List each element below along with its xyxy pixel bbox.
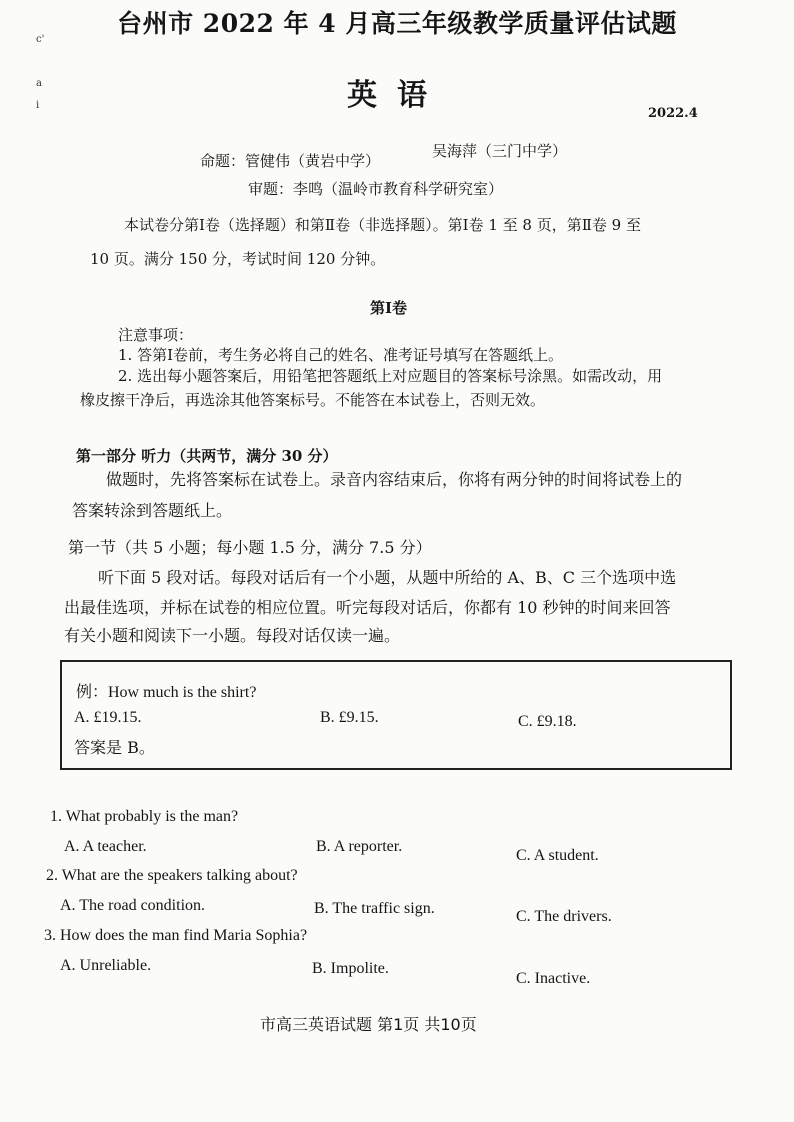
example-answer: 答案是 B。	[74, 738, 155, 757]
part-instruction-line-2: 答案转涂到答题纸上。	[72, 501, 233, 520]
margin-mark: c'	[36, 34, 45, 45]
exam-subject: 英语	[347, 78, 447, 113]
note-2-line-1: 2. 选出每小题答案后，用铅笔把答题纸上对应题目的答案标号涂黑。如需改动，用	[118, 367, 663, 385]
question-1-option-b: B. A reporter.	[316, 838, 403, 855]
section-instruction-line-2: 出最佳选项，并标在试卷的相应位置。听完每段对话后，你都有 10 秒钟的时间来回答	[64, 598, 671, 617]
volume-heading: 第Ⅰ卷	[370, 299, 408, 317]
section-heading: 第一节（共 5 小题；每小题 1.5 分，满分 7.5 分）	[68, 538, 432, 557]
reviewer-line: 审题：李鸣（温岭市教育科学研究室）	[248, 180, 504, 198]
setter-line-1b: 吴海萍（三门中学）	[432, 142, 568, 160]
part-heading: 第一部分 听力（共两节，满分 30 分）	[76, 447, 338, 465]
question-2-option-c: C. The drivers.	[516, 908, 612, 925]
exam-date: 2022.4	[648, 106, 698, 121]
section-instruction-line-3: 有关小题和阅读下一小题。每段对话仅读一遍。	[64, 626, 401, 645]
exam-title: 台州市 2022 年 4 月高三年级教学质量评估试题	[117, 9, 677, 38]
question-2-option-a: A. The road condition.	[60, 897, 206, 914]
margin-mark: i	[36, 100, 40, 111]
setter-line-1a: 命题：管健伟（黄岩中学）	[200, 152, 381, 170]
question-3-option-a: A. Unreliable.	[60, 957, 152, 974]
question-3-option-b: B. Impolite.	[312, 960, 389, 977]
intro-line-2: 10 页。满分 150 分，考试时间 120 分钟。	[90, 250, 386, 268]
note-1: 1. 答第Ⅰ卷前，考生务必将自己的姓名、准考证号填写在答题纸上。	[118, 346, 564, 364]
example-option-a: A. £19.15.	[74, 709, 142, 726]
question-1: 1. What probably is the man?	[50, 808, 239, 825]
part-instruction-line-1: 做题时，先将答案标在试卷上。录音内容结束后，你将有两分钟的时间将试卷上的	[106, 470, 683, 489]
margin-mark: a	[36, 78, 42, 89]
question-3-option-c: C. Inactive.	[516, 970, 591, 987]
notes-heading: 注意事项：	[118, 326, 194, 344]
section-instruction-line-1: 听下面 5 段对话。每段对话后有一个小题，从题中所给的 A、B、C 三个选项中选	[98, 568, 677, 587]
question-3: 3. How does the man find Maria Sophia?	[44, 927, 308, 944]
example-box	[60, 660, 732, 770]
question-2-option-b: B. The traffic sign.	[314, 900, 435, 917]
example-option-c: C. £9.18.	[518, 713, 577, 730]
page-footer: 市高三英语试题 第1页 共10页	[260, 1015, 477, 1034]
question-2: 2. What are the speakers talking about?	[46, 867, 298, 884]
intro-line-1: 本试卷分第Ⅰ卷（选择题）和第Ⅱ卷（非选择题）。第Ⅰ卷 1 至 8 页，第Ⅱ卷 9 至	[124, 216, 641, 234]
question-1-option-c: C. A student.	[516, 847, 599, 864]
question-1-option-a: A. A teacher.	[64, 838, 147, 855]
example-option-b: B. £9.15.	[320, 709, 379, 726]
note-2-line-2: 橡皮擦干净后，再选涂其他答案标号。不能答在本试卷上，否则无效。	[80, 391, 546, 409]
example-question: 例：How much is the shirt?	[76, 684, 257, 701]
